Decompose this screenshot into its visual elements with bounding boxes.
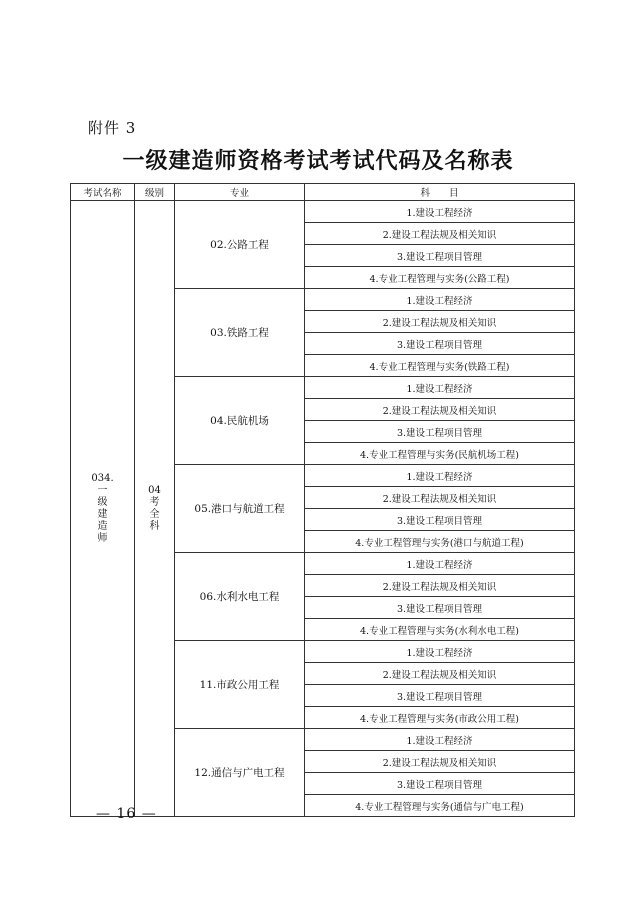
table-body	[71, 201, 575, 817]
table-row	[71, 201, 575, 223]
subject-cell: 1.建设工程经济	[305, 641, 575, 663]
exam-name-char: 师	[97, 532, 108, 544]
subject-cell: 4.专业工程管理与实务(港口与航道工程)	[305, 531, 575, 553]
exam-name-char: 一	[97, 484, 108, 496]
subject-cell: 1.建设工程经济	[305, 465, 575, 487]
specialty-cell: 04.民航机场	[175, 377, 305, 465]
specialty-cell: 02.公路工程	[175, 201, 305, 289]
subject-cell: 4.专业工程管理与实务(铁路工程)	[305, 355, 575, 377]
subject-cell: 3.建设工程项目管理	[305, 685, 575, 707]
exam-code-table	[70, 183, 575, 817]
subject-cell: 3.建设工程项目管理	[305, 245, 575, 267]
table-header-row	[71, 184, 575, 201]
attachment-label: 附件 3	[88, 119, 137, 137]
subject-cell: 1.建设工程经济	[305, 289, 575, 311]
level-name-char: 全	[149, 508, 160, 520]
header-subject: 科 目	[305, 184, 575, 201]
level-code: 04	[148, 484, 161, 496]
exam-name-char: 级	[97, 496, 108, 508]
specialty-cell: 05.港口与航道工程	[175, 465, 305, 553]
level-name-char: 科	[149, 520, 160, 532]
subject-cell: 2.建设工程法规及相关知识	[305, 223, 575, 245]
exam-name-char: 建	[97, 508, 108, 520]
subject-cell: 3.建设工程项目管理	[305, 773, 575, 795]
subject-cell: 4.专业工程管理与实务(市政公用工程)	[305, 707, 575, 729]
specialty-cell: 12.通信与广电工程	[175, 729, 305, 817]
level-cell	[135, 201, 175, 817]
subject-cell: 4.专业工程管理与实务(通信与广电工程)	[305, 795, 575, 817]
header-level: 级别	[135, 184, 175, 201]
subject-cell: 3.建设工程项目管理	[305, 597, 575, 619]
subject-cell: 1.建设工程经济	[305, 553, 575, 575]
specialty-cell: 11.市政公用工程	[175, 641, 305, 729]
exam-name-char: 造	[97, 520, 108, 532]
exam-code: 034.	[91, 472, 114, 484]
subject-cell: 2.建设工程法规及相关知识	[305, 487, 575, 509]
subject-cell: 2.建设工程法规及相关知识	[305, 399, 575, 421]
subject-cell: 1.建设工程经济	[305, 377, 575, 399]
subject-cell: 3.建设工程项目管理	[305, 421, 575, 443]
subject-cell: 2.建设工程法规及相关知识	[305, 311, 575, 333]
exam-name-cell	[71, 201, 135, 817]
subject-cell: 1.建设工程经济	[305, 729, 575, 751]
header-exam-name: 考试名称	[71, 184, 135, 201]
header-specialty: 专业	[175, 184, 305, 201]
subject-cell: 2.建设工程法规及相关知识	[305, 663, 575, 685]
document-title: 一级建造师资格考试考试代码及名称表	[122, 149, 514, 174]
specialty-cell: 03.铁路工程	[175, 289, 305, 377]
subject-cell: 2.建设工程法规及相关知识	[305, 575, 575, 597]
subject-cell: 2.建设工程法规及相关知识	[305, 751, 575, 773]
subject-cell: 4.专业工程管理与实务(公路工程)	[305, 267, 575, 289]
subject-cell: 4.专业工程管理与实务(水利水电工程)	[305, 619, 575, 641]
level-name-char: 考	[149, 496, 160, 508]
subject-cell: 3.建设工程项目管理	[305, 333, 575, 355]
subject-cell: 1.建设工程经济	[305, 201, 575, 223]
subject-cell: 3.建设工程项目管理	[305, 509, 575, 531]
subject-cell: 4.专业工程管理与实务(民航机场工程)	[305, 443, 575, 465]
specialty-cell: 06.水利水电工程	[175, 553, 305, 641]
page-number: — 16 —	[96, 806, 157, 822]
